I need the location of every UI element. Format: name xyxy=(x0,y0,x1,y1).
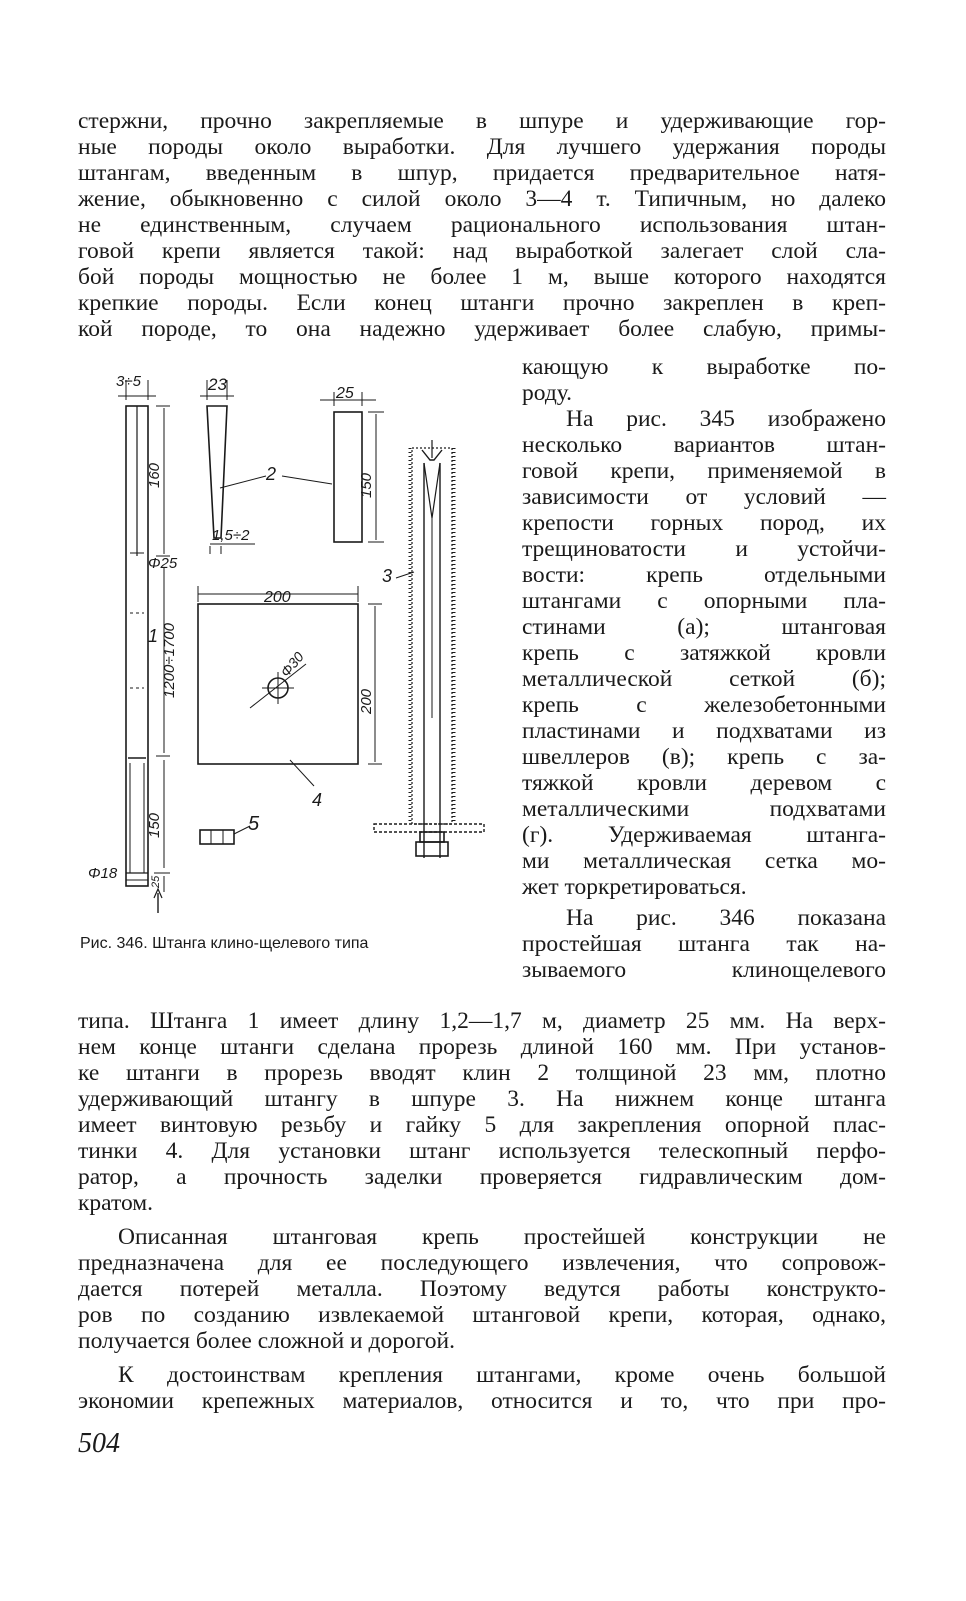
part-label-4: 4 xyxy=(312,790,323,810)
text-line: штангам, введенным в шпур, придается предварительное натя- xyxy=(78,160,886,186)
nut-drawing xyxy=(200,826,250,844)
text-line: кой породе, то она надежно удерживает более слабую, примы- xyxy=(78,316,886,342)
dim-label: 23 xyxy=(208,375,227,394)
text-line: говой крепи является такой: над выработкой залегает слой сла- xyxy=(78,238,886,264)
dim-label: 25 xyxy=(150,875,162,888)
dim-label: Φ25 xyxy=(148,555,178,572)
part-label-1: 1 xyxy=(148,626,159,646)
text-line: К достоинствам крепления штангами, кроме очень большой xyxy=(118,1362,886,1388)
text-line: имеет винтовую резьбу и гайку 5 для закрепления опорной плас- xyxy=(78,1112,886,1138)
dim-label: 150 xyxy=(358,472,375,498)
text-line: предназначена для ее последующего извлечения, что сопровож- xyxy=(78,1250,886,1276)
part-label-5: 5 xyxy=(248,813,260,835)
figure-caption: Рис. 346. Штанга клино-щелевого типа xyxy=(80,935,369,952)
dim-label: 160 xyxy=(146,462,163,488)
part-label-2: 2 xyxy=(266,464,277,484)
text-line: ке штанги в прорезь вводят клин 2 толщиной 23 мм, плотно xyxy=(78,1060,886,1086)
text-line: дается потерей металла. Поэтому ведутся работы конструкто- xyxy=(78,1276,886,1302)
text-line: стержни, прочно закрепляемые в шпуре и удерживающие гор- xyxy=(78,108,886,134)
text-line: стинами (а); штанговая xyxy=(522,614,886,640)
text-line: пластинами и подхватами из xyxy=(522,718,886,744)
plate-drawing xyxy=(198,586,382,786)
text-line: ратор, а прочность заделки проверяется гидравлическим дом- xyxy=(78,1164,886,1190)
text-line: простейшая штанга так на- xyxy=(522,931,886,957)
dim-label: 25 xyxy=(336,385,354,402)
text-line: металлическими подхватами xyxy=(522,796,886,822)
text-line: (г). Удерживаемая штанга- xyxy=(522,822,886,848)
dim-label: 200 xyxy=(264,589,291,606)
dim-label: 200 xyxy=(358,688,375,714)
installed-bolt-drawing xyxy=(374,440,484,858)
text-line: крепь с железобетонными xyxy=(522,692,886,718)
dim-label: 1200÷1700 xyxy=(161,623,178,698)
dim-label: 3÷5 xyxy=(116,373,141,390)
text-line: удерживающий штангу в шпуре 3. На нижнем конце штанга xyxy=(78,1086,886,1112)
text-line: крепь с затяжкой кровли xyxy=(522,640,886,666)
dim-label: 1,5÷2 xyxy=(212,527,250,544)
text-line: крепкие породы. Если конец штанги прочно закреплен в креп- xyxy=(78,290,886,316)
part-label-3: 3 xyxy=(382,566,393,586)
dim-label: 150 xyxy=(146,812,163,838)
text-line: штангами с опорными пла- xyxy=(522,588,886,614)
text-line: На рис. 346 показана xyxy=(566,905,886,931)
text-line: типа. Штанга 1 имеет длину 1,2—1,7 м, диаметр 25 мм. На верх- xyxy=(78,1008,886,1034)
text-line: кающую к выработке по- xyxy=(522,354,886,380)
text-line: роду. xyxy=(522,380,573,406)
text-line: жет торкретироваться. xyxy=(522,874,747,900)
text-line: На рис. 345 изображено xyxy=(566,406,886,432)
text-line: несколько вариантов штан- xyxy=(522,432,886,458)
text-line: говой крепи, применяемой в xyxy=(522,458,886,484)
text-line: ров по созданию извлекаемой штанговой крепи, которая, однако, xyxy=(78,1302,886,1328)
text-line: жение, обыкновенно с силой около 3—4 т. Типичным, но далеко xyxy=(78,186,886,212)
text-line: металлической сеткой (б); xyxy=(522,666,886,692)
text-line: получается более сложной и дорогой. xyxy=(78,1328,455,1354)
text-line: вости: крепь отдельными xyxy=(522,562,886,588)
text-line: тяжкой кровли деревом с xyxy=(522,770,886,796)
wedge-side-drawing xyxy=(282,392,384,542)
text-line: трещиноватости и устойчи- xyxy=(522,536,886,562)
text-line: крепости горных пород, их xyxy=(522,510,886,536)
text-line: ные породы около выработки. Для лучшего удержания породы xyxy=(78,134,886,160)
text-line: нем конце штанги сделана прорезь длиной 160 мм. При установ- xyxy=(78,1034,886,1060)
text-line: кратом. xyxy=(78,1190,153,1216)
dim-label: Φ18 xyxy=(88,865,118,882)
text-line: не единственным, случаем рационального использования штан- xyxy=(78,212,886,238)
text-line: зависимости от условий — xyxy=(522,484,886,510)
dim-label: Φ30 xyxy=(277,648,307,680)
figure-anchor-bolt xyxy=(70,368,500,928)
text-line: экономии крепежных материалов, относится и то, что при про- xyxy=(78,1388,886,1414)
text-line: зываемого клинощелевого xyxy=(522,957,886,983)
text-line: ми металлическая сетка мо- xyxy=(522,848,886,874)
text-line: швеллеров (в); крепь с за- xyxy=(522,744,886,770)
page-number: 504 xyxy=(78,1428,120,1459)
text-line: бой породы мощностью не более 1 м, выше которого находятся xyxy=(78,264,886,290)
text-line: тинки 4. Для установки штанг используется телескопный перфо- xyxy=(78,1138,886,1164)
text-line: Описанная штанговая крепь простейшей конструкции не xyxy=(118,1224,886,1250)
